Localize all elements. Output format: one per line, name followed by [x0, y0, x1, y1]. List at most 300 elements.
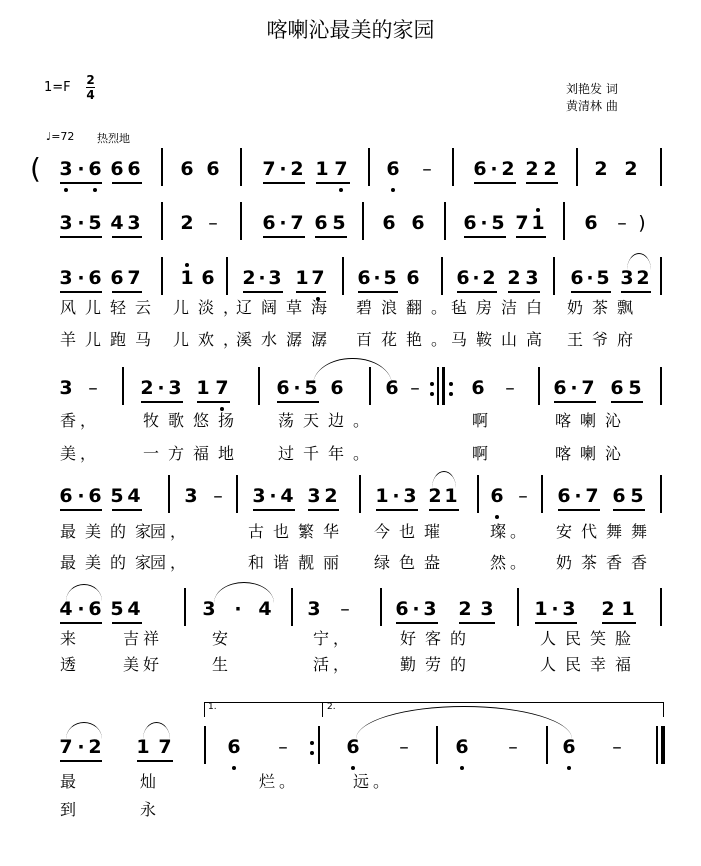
beam-underline [137, 760, 173, 762]
barline [380, 588, 382, 626]
beam-underline [296, 291, 326, 293]
note: 6 [490, 485, 504, 507]
note: 5 [110, 485, 124, 507]
lyric-verse-2: 然。 [490, 553, 531, 572]
barline [660, 367, 662, 405]
note: 1 [136, 736, 150, 758]
note: 1 [180, 267, 194, 289]
lyric-verse-2: 儿欢， [173, 330, 249, 349]
beam-underline [464, 236, 506, 238]
beam-underline [516, 236, 546, 238]
barline [444, 202, 446, 240]
dash-extension: – [617, 212, 627, 234]
lyric-verse-2: 王爷府 [567, 330, 643, 349]
lyric-verse-2: 永 [140, 800, 161, 819]
beam-underline [253, 509, 295, 511]
lyric-verse-1: 远。 [353, 772, 394, 791]
repeat-barline-thick [442, 367, 445, 405]
end-repeat-barline [318, 726, 320, 764]
note: 7 [158, 736, 172, 758]
note: 6 [110, 267, 124, 289]
note: 7 [581, 377, 595, 399]
lyric-verse-1: 奶茶飘 [567, 298, 643, 317]
composer-credit: 黄清林 曲 [566, 99, 618, 113]
beam-underline [358, 291, 398, 293]
note: 6 [206, 158, 220, 180]
note: 6 [553, 377, 567, 399]
augmentation-dot: · [574, 485, 582, 507]
barline [161, 148, 163, 186]
lyric-verse-2: 活， [313, 655, 354, 674]
augmentation-dot: · [570, 377, 578, 399]
note: 4 [127, 598, 141, 620]
meter-numerator: 2 [86, 73, 95, 87]
slur [214, 582, 274, 603]
beam-underline [112, 622, 142, 624]
augmentation-dot: · [77, 158, 85, 180]
lyric-verse-2: 过千年。 [278, 444, 379, 463]
augmentation-dot: · [490, 158, 498, 180]
note: 6 [463, 212, 477, 234]
note: 3 [307, 598, 321, 620]
note: 2 [543, 158, 557, 180]
lyric-verse-1: 喀喇沁 [555, 411, 631, 430]
dash-extension: – [399, 736, 409, 758]
augmentation-dot: · [472, 267, 480, 289]
beam-underline [613, 509, 645, 511]
note: 3 [127, 212, 141, 234]
repeat-dot [449, 382, 453, 386]
note: 6 [314, 212, 328, 234]
note: 6 [346, 736, 360, 758]
note: 1 [295, 267, 309, 289]
upper-octave-dot [185, 263, 189, 267]
barline [369, 367, 371, 405]
barline [226, 257, 228, 295]
beam-underline [429, 509, 459, 511]
lyric-verse-1: 最美的家 [60, 522, 161, 541]
lyric-verse-2: 和谐靓丽 [248, 553, 349, 572]
augmentation-dot: · [77, 267, 85, 289]
lower-octave-dot [351, 766, 355, 770]
lyric-verse-1: 今也璀 [374, 522, 450, 541]
note: 7 [334, 158, 348, 180]
beam-underline [112, 182, 142, 184]
beam-underline [571, 291, 611, 293]
beam-underline [376, 509, 418, 511]
beam-underline [243, 291, 283, 293]
beam-underline [60, 622, 102, 624]
note: 5 [88, 212, 102, 234]
note: 6 [570, 267, 584, 289]
beam-underline [60, 291, 102, 293]
key-signature: 1=F [44, 80, 71, 95]
note: 5 [491, 212, 505, 234]
final-barline-thin [656, 726, 658, 764]
note: 2 [501, 158, 515, 180]
barline [240, 148, 242, 186]
augmentation-dot: · [480, 212, 488, 234]
note: 2 [525, 158, 539, 180]
lyric-verse-1: 香， [60, 411, 101, 430]
lyric-verse-1: 古也繁华 [248, 522, 349, 541]
note: 6 [357, 267, 371, 289]
note: 3 [59, 158, 73, 180]
lyric-verse-2: 一方福地 [143, 444, 244, 463]
song-title: 喀喇沁最美的家园 [266, 18, 435, 42]
augmentation-dot: · [279, 158, 287, 180]
note: 3 [252, 485, 266, 507]
augmentation-dot: · [258, 267, 266, 289]
repeat-dot [310, 751, 314, 755]
lyric-verse-2: 啊 [472, 444, 493, 463]
repeat-dot [310, 741, 314, 745]
note: 6 [88, 485, 102, 507]
lyric-verse-1: 好客的 [400, 629, 476, 648]
barline [441, 257, 443, 295]
dash-extension: – [422, 158, 432, 180]
note: 2 [428, 485, 442, 507]
note: 3 [525, 267, 539, 289]
note: 7 [311, 267, 325, 289]
repeat-barline [437, 367, 439, 405]
lower-octave-dot [391, 188, 395, 192]
augmentation-dot: · [157, 377, 165, 399]
slur [66, 584, 102, 601]
dash-extension: – [213, 485, 223, 507]
note: 6 [201, 267, 215, 289]
note: 6 [562, 736, 576, 758]
lower-octave-dot [232, 766, 236, 770]
note: 3 [59, 267, 73, 289]
note: 6 [88, 158, 102, 180]
note: 6 [262, 212, 276, 234]
lyric-verse-2: 人民幸福 [540, 655, 641, 674]
note: 6 [180, 158, 194, 180]
lyric-verse-2: 生 [212, 655, 233, 674]
note: 2 [140, 377, 154, 399]
augmentation-dot: · [77, 485, 85, 507]
dash-extension: – [508, 736, 518, 758]
note: 6 [382, 212, 396, 234]
repeat-dot [430, 392, 434, 396]
beam-underline [60, 182, 102, 184]
slur [432, 471, 456, 488]
beam-underline [602, 622, 636, 624]
note: 2 [482, 267, 496, 289]
barline [553, 257, 555, 295]
note: 7 [515, 212, 529, 234]
lyric-verse-1: 吉祥 [123, 629, 164, 648]
lyric-verse-1: 人民笑脸 [540, 629, 641, 648]
lyric-verse-1: 儿淡， [173, 298, 249, 317]
lyric-verse-1: 最 [60, 772, 81, 791]
lyric-verse-1: 碧浪翻。 [356, 298, 457, 317]
lyric-verse-1: 牧歌悠扬 [143, 411, 244, 430]
note: 7 [127, 267, 141, 289]
meter-denominator: 4 [86, 88, 95, 102]
dash-extension: – [208, 212, 218, 234]
barline [122, 367, 124, 405]
beam-underline [112, 509, 142, 511]
lyric-verse-2: 马鞍山高 [451, 330, 552, 349]
note: 2 [242, 267, 256, 289]
barline [258, 367, 260, 405]
note: 5 [110, 598, 124, 620]
beam-underline [558, 509, 600, 511]
note: 1 [621, 598, 635, 620]
beam-underline [263, 182, 305, 184]
barline [563, 202, 565, 240]
note: 5 [332, 212, 346, 234]
beam-underline [621, 291, 651, 293]
note: 2 [458, 598, 472, 620]
lyric-verse-2: 羊儿跑马 [60, 330, 161, 349]
augmentation-dot: · [293, 377, 301, 399]
open-parenthesis: ( [30, 152, 41, 185]
barline [660, 148, 662, 186]
lower-octave-dot [64, 188, 68, 192]
note: 6 [88, 267, 102, 289]
lyric-verse-2: 到 [60, 800, 81, 819]
lower-octave-dot [495, 515, 499, 519]
barline [204, 726, 206, 764]
beam-underline [457, 291, 497, 293]
dash-extension: – [612, 736, 622, 758]
barline [240, 202, 242, 240]
note: 7 [262, 158, 276, 180]
augmentation-dot: · [412, 598, 420, 620]
slur [627, 253, 651, 270]
note: 5 [628, 377, 642, 399]
augmentation-dot: · [77, 736, 85, 758]
barline [161, 257, 163, 295]
beam-underline [197, 401, 230, 403]
note: 3 [423, 598, 437, 620]
barline [184, 588, 186, 626]
note: 3 [202, 598, 216, 620]
beam-underline [112, 291, 142, 293]
lyric-verse-2: 百花艳。 [356, 330, 457, 349]
lyric-verse-1: 风儿轻云 [60, 298, 161, 317]
note: 1 [531, 212, 545, 234]
barline [660, 588, 662, 626]
augmentation-dot: · [392, 485, 400, 507]
closing-parenthesis: ) [638, 212, 646, 234]
upper-octave-dot [536, 208, 540, 212]
volta-first-label: 1. [208, 702, 217, 712]
note: 6 [471, 377, 485, 399]
note: 6 [276, 377, 290, 399]
lyric-verse-2: 绿色盎 [374, 553, 450, 572]
dash-extension: – [340, 598, 350, 620]
note: 2 [636, 267, 650, 289]
beam-underline [316, 182, 350, 184]
barline [576, 148, 578, 186]
note: 3 [307, 485, 321, 507]
note: 6 [227, 736, 241, 758]
lyric-verse-2: 美好 [123, 655, 164, 674]
lyric-verse-1: 荡天边。 [278, 411, 379, 430]
barline [342, 257, 344, 295]
note: 6 [88, 598, 102, 620]
lyric-verse-2: 园， [150, 553, 191, 572]
barline [452, 148, 454, 186]
beam-underline [277, 401, 319, 403]
lyric-verse-2: 透 [60, 655, 81, 674]
note: 5 [383, 267, 397, 289]
beam-underline [141, 401, 183, 403]
barline [362, 202, 364, 240]
lyric-verse-2: 喀喇沁 [555, 444, 631, 463]
lyricist-credit: 刘艳发 词 [566, 82, 618, 96]
note: 7 [290, 212, 304, 234]
lyric-verse-1: 安代舞舞 [556, 522, 657, 541]
augmentation-dot: · [77, 598, 85, 620]
barline [538, 367, 540, 405]
beam-underline [112, 236, 142, 238]
beam-underline [263, 236, 305, 238]
barline [660, 257, 662, 295]
dash-extension: – [518, 485, 528, 507]
note: 3 [59, 212, 73, 234]
beam-underline [535, 622, 577, 624]
barline [660, 475, 662, 513]
beam-underline [474, 182, 516, 184]
lyric-verse-1: 宁， [313, 629, 354, 648]
note: 5 [304, 377, 318, 399]
note: 4 [280, 485, 294, 507]
note: 1 [444, 485, 458, 507]
lower-octave-dot [339, 188, 343, 192]
barline [291, 588, 293, 626]
final-barline-thick [661, 726, 665, 764]
note: 6 [386, 158, 400, 180]
barline [541, 475, 543, 513]
note: 1 [315, 158, 329, 180]
note: 6 [557, 485, 571, 507]
lyric-verse-1: 灿 [140, 772, 161, 791]
dash-extension: – [505, 377, 515, 399]
augmentation-dot: · [77, 212, 85, 234]
lyric-verse-2: 溪水潺潺 [236, 330, 337, 349]
note: 6 [385, 377, 399, 399]
beam-underline [60, 509, 102, 511]
note: 6 [411, 212, 425, 234]
beam-underline [396, 622, 438, 624]
note: 7 [585, 485, 599, 507]
volta-first [204, 702, 323, 717]
note: 6 [395, 598, 409, 620]
note: 5 [596, 267, 610, 289]
augmentation-dot: · [269, 485, 277, 507]
note: 6 [455, 736, 469, 758]
note: 7 [59, 736, 73, 758]
slur [143, 722, 170, 739]
augmentation-dot: · [586, 267, 594, 289]
note: 2 [88, 736, 102, 758]
dash-extension: – [410, 377, 420, 399]
beam-underline [554, 401, 596, 403]
lyric-verse-2: 勤劳的 [400, 655, 476, 674]
note: 6 [127, 158, 141, 180]
note: 3 [620, 267, 634, 289]
note: 2 [601, 598, 615, 620]
note: 4 [110, 212, 124, 234]
note: 3 [480, 598, 494, 620]
note: 3 [184, 485, 198, 507]
note: 3 [268, 267, 282, 289]
note: 3 [403, 485, 417, 507]
barline [236, 475, 238, 513]
lower-octave-dot [567, 766, 571, 770]
lyric-verse-1: 啊 [472, 411, 493, 430]
lyric-verse-1: 来 [60, 629, 81, 648]
beam-underline [308, 509, 339, 511]
beam-underline [611, 401, 643, 403]
dash-extension: – [88, 377, 98, 399]
barline [477, 475, 479, 513]
note: 6 [59, 485, 73, 507]
lower-octave-dot [460, 766, 464, 770]
note: 2 [324, 485, 338, 507]
time-signature [86, 74, 95, 101]
note: 6 [110, 158, 124, 180]
augmentation-dot: · [279, 212, 287, 234]
beam-underline [526, 182, 558, 184]
note: 2 [594, 158, 608, 180]
volta-second-label: 2. [327, 702, 336, 712]
note: 2 [290, 158, 304, 180]
barline [161, 202, 163, 240]
note: 7 [215, 377, 229, 399]
augmentation-dot: · [373, 267, 381, 289]
repeat-dot [430, 382, 434, 386]
lyric-verse-2: 奶茶香香 [556, 553, 657, 572]
note: 6 [473, 158, 487, 180]
note: 3 [59, 377, 73, 399]
note: 4 [59, 598, 73, 620]
lower-octave-dot [93, 188, 97, 192]
tempo-marking: ♩=72 [46, 130, 75, 143]
beam-underline [60, 760, 102, 762]
note: 6 [456, 267, 470, 289]
lyric-verse-1: 辽阔草海 [236, 298, 337, 317]
lyric-verse-2: 最美的家 [60, 553, 161, 572]
note: 6 [612, 485, 626, 507]
expression-marking: 热烈地 [97, 132, 130, 145]
note: 1 [375, 485, 389, 507]
note: 6 [584, 212, 598, 234]
lyric-verse-1: 安 [212, 629, 233, 648]
augmentation-dot: · [551, 598, 559, 620]
note: 6 [406, 267, 420, 289]
lyric-verse-1: 璨。 [490, 522, 531, 541]
note: 1 [534, 598, 548, 620]
note: 2 [180, 212, 194, 234]
note: 1 [196, 377, 210, 399]
note: 2 [507, 267, 521, 289]
lyric-verse-1: 毡房洁白 [451, 298, 552, 317]
beam-underline [459, 622, 495, 624]
slur [66, 722, 102, 739]
lyric-verse-1: 园， [150, 522, 191, 541]
barline [168, 475, 170, 513]
barline [359, 475, 361, 513]
note: 4 [258, 598, 272, 620]
lyric-verse-2: 美， [60, 444, 101, 463]
beam-underline [315, 236, 347, 238]
